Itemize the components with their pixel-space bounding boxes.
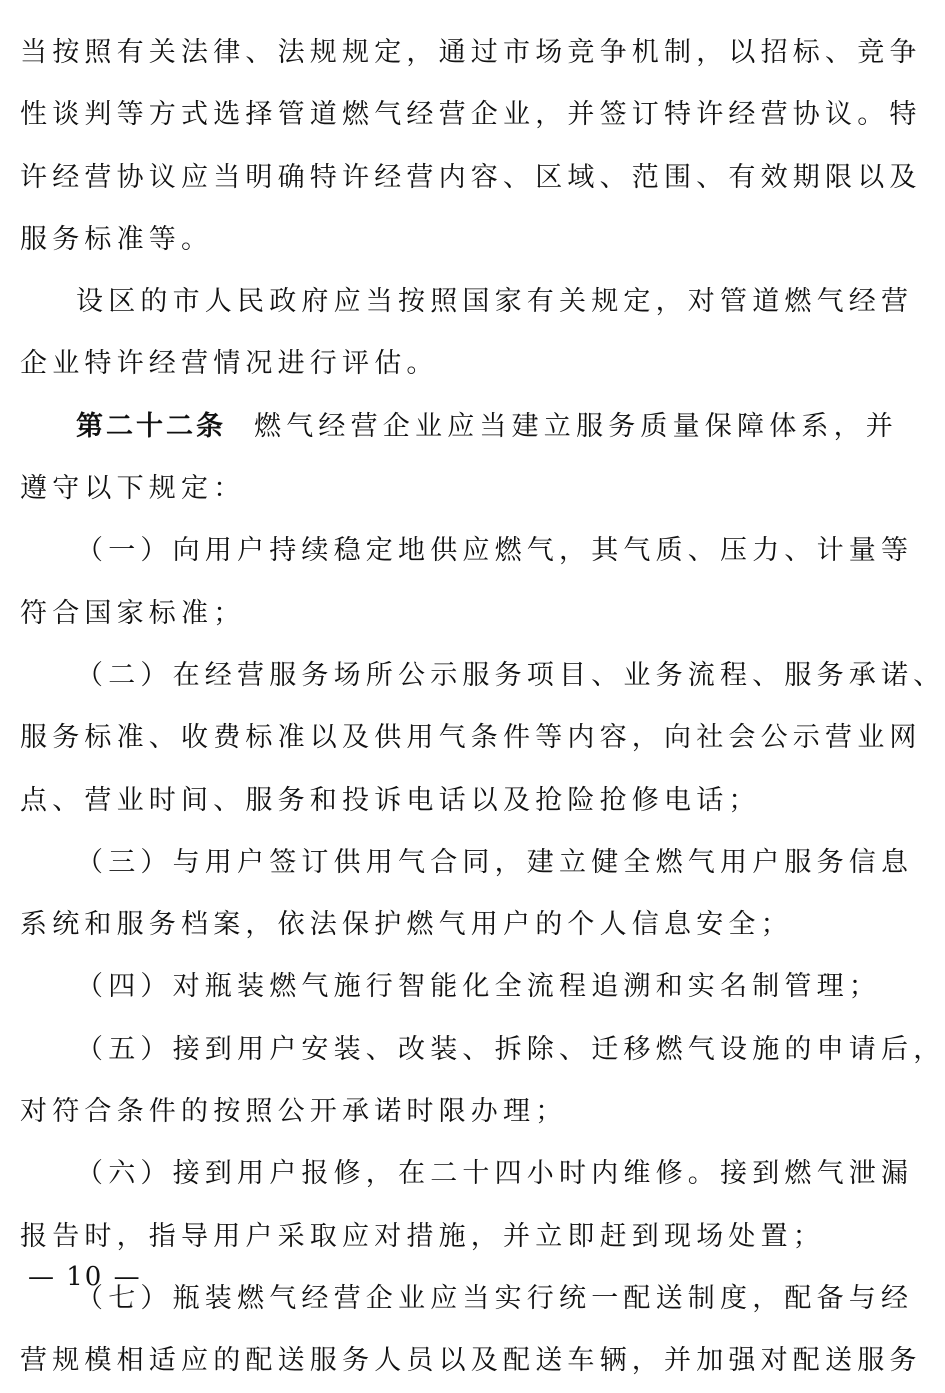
list-item-line: （三）与用户签订供用气合同，建立健全燃气用户服务信息: [76, 846, 914, 878]
article-heading: 第二十二条: [76, 410, 226, 442]
text-line: 许经营协议应当明确特许经营内容、区域、范围、有效期限以及: [20, 161, 922, 193]
text-line: 报告时，指导用户采取应对措施，并立即赶到现场处置；: [20, 1220, 825, 1252]
text-line: 点、营业时间、服务和投诉电话以及抢险抢修电话；: [20, 784, 761, 816]
text-line: 对符合条件的按照公开承诺时限办理；: [20, 1096, 568, 1128]
list-item-line: （一）向用户持续稳定地供应燃气，其气质、压力、计量等: [76, 535, 914, 567]
text-line: 营规模相适应的配送服务人员以及配送车辆，并加强对配送服务: [20, 1345, 922, 1377]
article-text: 燃气经营企业应当建立服务质量保障体系，并: [254, 410, 898, 442]
text-line: 性谈判等方式选择管道燃气经营企业，并签订特许经营协议。特: [20, 99, 922, 131]
page-number: — 10 —: [28, 1262, 142, 1292]
text-line: 当按照有关法律、法规规定，通过市场竞争机制，以招标、竞争: [20, 37, 922, 68]
list-item-line: （五）接到用户安装、改装、拆除、迁移燃气设施的申请后，: [76, 1033, 945, 1065]
text-line: 企业特许经营情况进行评估。: [20, 348, 439, 380]
list-item-line: （七）瓶装燃气经营企业应当实行统一配送制度，配备与经: [76, 1282, 914, 1314]
list-item-line: （四）对瓶装燃气施行智能化全流程追溯和实名制管理；: [76, 971, 881, 1003]
text-line: 符合国家标准；: [20, 597, 246, 629]
list-item-line: （二）在经营服务场所公示服务项目、业务流程、服务承诺、: [76, 659, 945, 691]
article-22-first-line: [20, 396, 898, 458]
document-page: [20, 22, 945, 1393]
text-line: 遵守以下规定：: [20, 473, 246, 505]
paragraph-start-line: 设区的市人民政府应当按照国家有关规定，对管道燃气经营: [76, 286, 914, 318]
list-item-line: （六）接到用户报修，在二十四小时内维修。接到燃气泄漏: [76, 1158, 914, 1190]
text-line: 服务标准等。: [20, 223, 214, 255]
text-line: 服务标准、收费标准以及供用气条件等内容，向社会公示营业网: [20, 722, 922, 754]
text-line: 系统和服务档案，依法保护燃气用户的个人信息安全；: [20, 909, 793, 941]
